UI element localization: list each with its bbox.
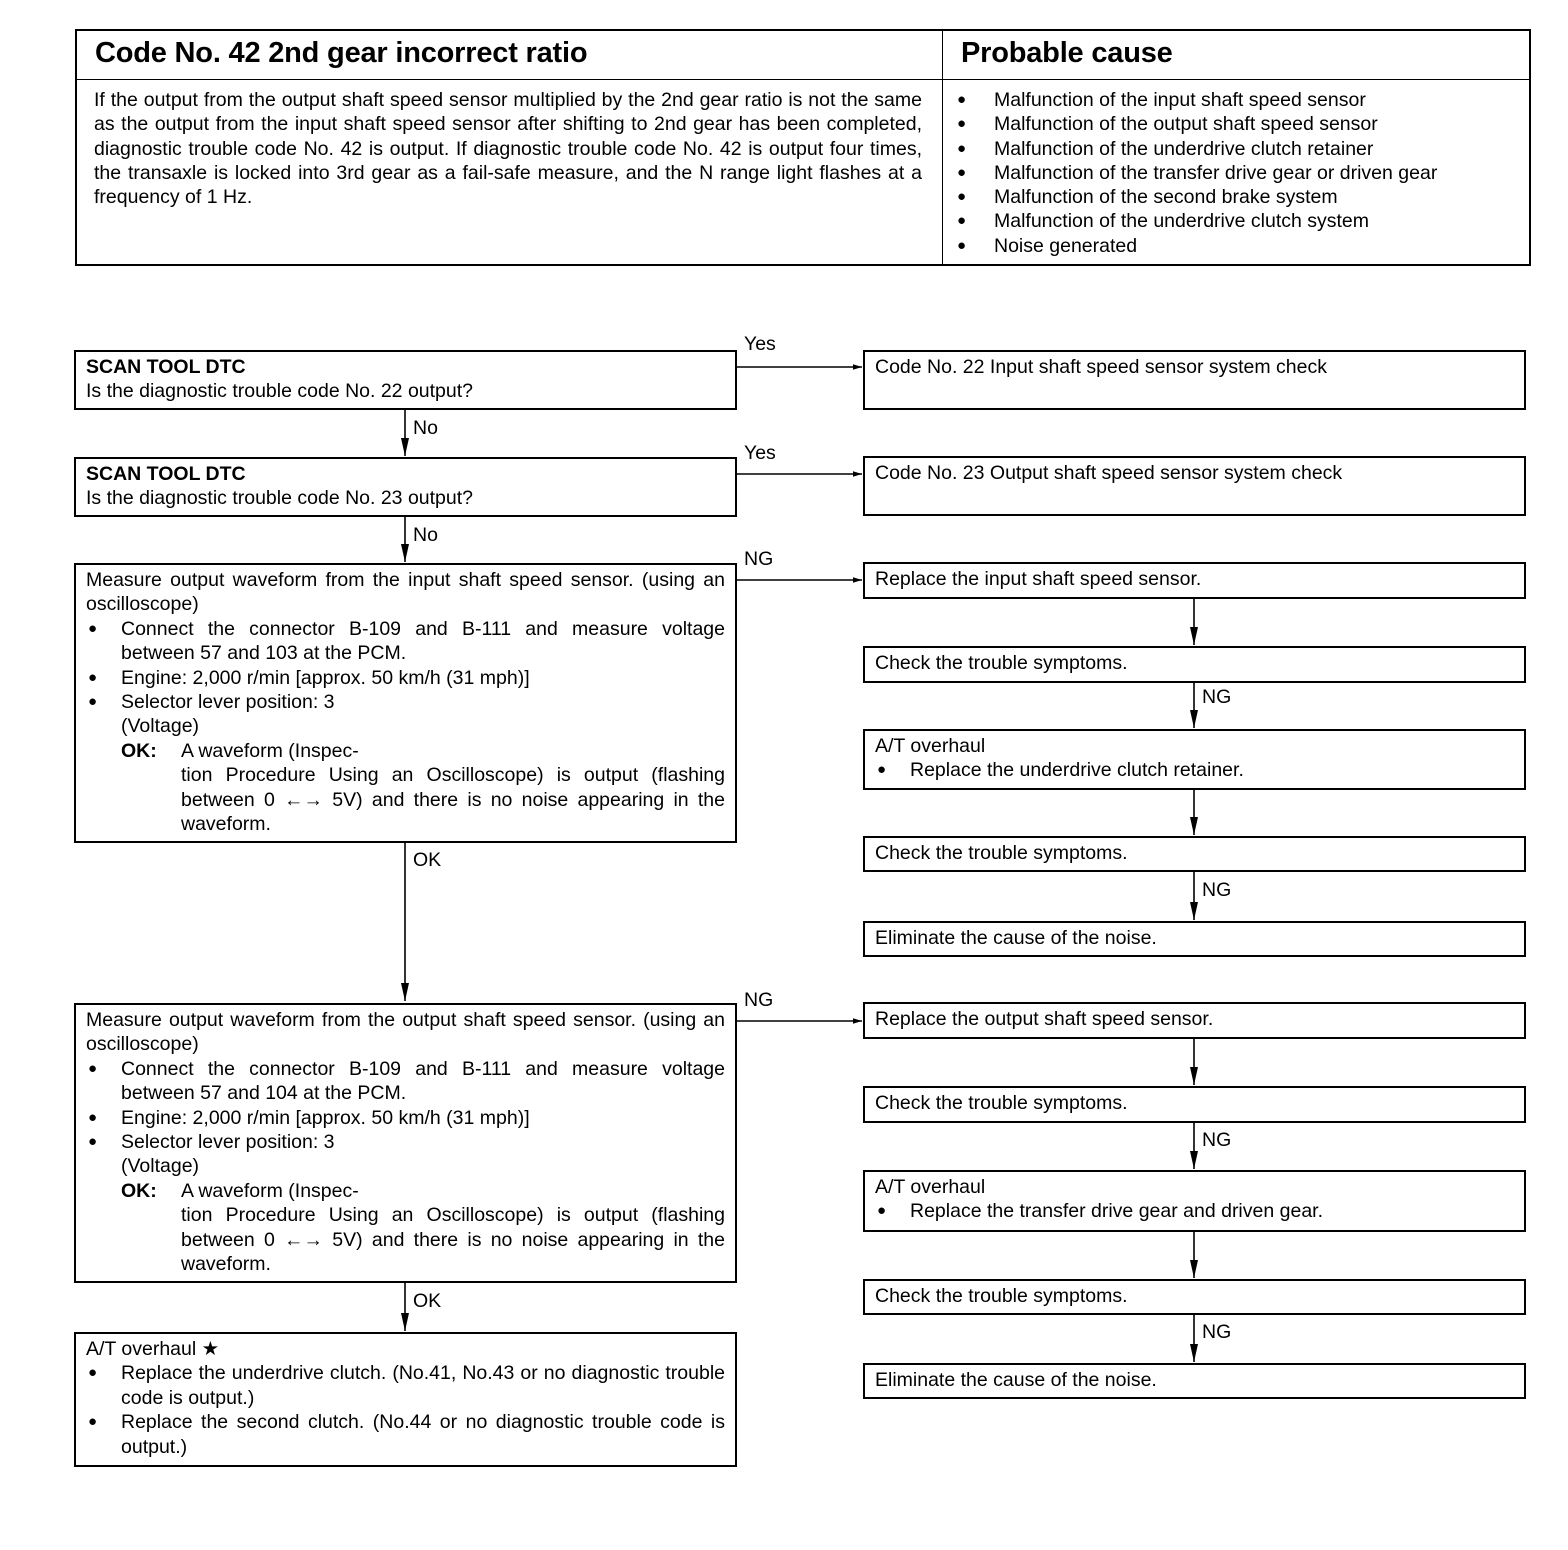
step-3-voltage: (Voltage) [121, 715, 200, 738]
chain1-overhaul-box [863, 729, 1526, 790]
probable-cause-item: ● Noise generated [957, 234, 1529, 258]
step-1-question: Is the diagnostic trouble code No. 22 output? [86, 380, 474, 403]
chain2-overhaul-box [863, 1170, 1526, 1232]
step-4-ok-text: tion Procedure Using an Oscilloscope) is output (flashing between 0 ←→ 5V) and there is no noise appearing in the waveform. [181, 1204, 725, 1276]
probable-cause-item: ● Malfunction of the input shaft speed sensor [957, 88, 1529, 112]
final-overhaul-box [74, 1332, 737, 1467]
chain2-step-text: Eliminate the cause of the noise. [875, 1369, 1157, 1391]
step-2-no-label: No [413, 524, 438, 546]
step-4-box [74, 1003, 737, 1283]
step-3-ok-text: tion Procedure Using an Oscilloscope) is output (flashing between 0 ←→ 5V) and there is no noise appearing in the waveform. [181, 764, 725, 836]
chain1-ng-label-1: NG [1202, 686, 1232, 708]
step-4-ok-label: OK [413, 1290, 442, 1312]
step-1-box [74, 350, 737, 410]
chain1-step-text: Check the trouble symptoms. [875, 652, 1128, 674]
step-3-condition: ● Selector lever position: 3 [86, 690, 725, 714]
step-4-condition: ● Engine: 2,000 r/min [approx. 50 km/h (31 mph)] [86, 1106, 725, 1130]
step-3-box [74, 563, 737, 843]
step-4-voltage: (Voltage) [121, 1155, 200, 1178]
chain1-step-text: Replace the input shaft speed sensor. [875, 568, 1202, 590]
probable-cause-item: ● Malfunction of the underdrive clutch system [957, 209, 1529, 233]
step-1-no-label: No [413, 417, 438, 439]
step-2-yes-label: Yes [744, 442, 776, 464]
chain2-eliminate-noise-box [863, 1363, 1526, 1399]
step-4-condition: ● Selector lever position: 3 [86, 1130, 725, 1154]
step-2-box [74, 457, 737, 517]
step-3-condition: ● Engine: 2,000 r/min [approx. 50 km/h (31 mph)] [86, 666, 725, 690]
step-1-yes-label: Yes [744, 333, 776, 355]
final-overhaul-action: ● Replace the second clutch. (No.44 or no diagnostic trouble code is output.) [86, 1410, 725, 1459]
chain2-step-text: Check the trouble symptoms. [875, 1092, 1128, 1114]
chain2-overhaul-action: ● Replace the transfer drive gear and driven gear. [875, 1199, 1514, 1223]
step-2-title: SCAN TOOL DTC [86, 463, 246, 485]
step-4-ok-line1: A waveform (Inspec- [181, 1179, 359, 1202]
step-4-intro: Measure output waveform from the output shaft speed sensor. (using an oscilloscope) [86, 1009, 725, 1056]
chain1-overhaul-action: ● Replace the underdrive clutch retainer. [875, 758, 1514, 782]
chain2-overhaul-title: A/T overhaul [875, 1176, 986, 1198]
final-overhaul-actions [86, 1361, 725, 1459]
chain2-step-text: Replace the output shaft speed sensor. [875, 1008, 1214, 1030]
chain2-ng-label-2: NG [1202, 1321, 1232, 1343]
ok-label: OK: [121, 1179, 157, 1202]
step-1-title: SCAN TOOL DTC [86, 356, 246, 378]
step-3-condition: ● Connect the connector B-109 and B-111 and measure voltage between 57 and 103 at the PCM. [86, 617, 725, 666]
chain1-step-text: Eliminate the cause of the noise. [875, 927, 1157, 949]
step-2-yes-result-box [863, 456, 1526, 516]
step-1-yes-result: Code No. 22 Input shaft speed sensor system check [875, 356, 1327, 378]
probable-cause-item: ● Malfunction of the output shaft speed sensor [957, 112, 1529, 136]
chain1-replace-input-sensor-box [863, 562, 1526, 599]
probable-cause-item: ● Malfunction of the second brake system [957, 185, 1529, 209]
chain2-check-symptoms-box-1 [863, 1086, 1526, 1123]
chain2-check-symptoms-box-2 [863, 1279, 1526, 1315]
chain1-check-symptoms-box-2 [863, 836, 1526, 872]
probable-cause-title: Probable cause [943, 31, 1529, 80]
chain2-ng-label-1: NG [1202, 1129, 1232, 1151]
step-4-conditions [86, 1057, 725, 1155]
step-3-ok-line1: A waveform (Inspec- [181, 739, 359, 762]
ok-label: OK: [121, 739, 157, 762]
step-2-yes-result: Code No. 23 Output shaft speed sensor system check [875, 462, 1343, 484]
chain2-step-text: Check the trouble symptoms. [875, 1285, 1128, 1307]
step-4-ok-criteria [86, 1179, 725, 1277]
probable-cause-item: ● Malfunction of the underdrive clutch retainer [957, 137, 1529, 161]
final-overhaul-title: A/T overhaul ★ [86, 1338, 220, 1360]
step-3-intro: Measure output waveform from the input shaft speed sensor. (using an oscilloscope) [86, 569, 725, 616]
step-4-ng-label: NG [744, 989, 774, 1011]
chain1-eliminate-noise-box [863, 921, 1526, 957]
step-2-question: Is the diagnostic trouble code No. 23 output? [86, 487, 474, 510]
code-title: Code No. 42 2nd gear incorrect ratio [77, 31, 942, 80]
chain1-check-symptoms-box-1 [863, 646, 1526, 683]
step-3-ng-label: NG [744, 548, 774, 570]
probable-cause-item: ● Malfunction of the transfer drive gear or driven gear [957, 161, 1529, 185]
chain1-ng-label-2: NG [1202, 879, 1232, 901]
code-description: If the output from the output shaft speed sensor multiplied by the 2nd gear ratio is not the same as the output from the input shaft speed sensor after shifting to 2nd gear has been completed, diagnostic trouble code No. 42 is output. If diagnostic trouble code No. 42 is output four times, the transaxle is locked into 3rd gear as a fail-safe measure, and the N range light flashes at a frequency of 1 Hz. [94, 89, 922, 209]
step-4-condition: ● Connect the connector B-109 and B-111 and measure voltage between 57 and 104 at the PCM. [86, 1057, 725, 1106]
chain1-overhaul-title: A/T overhaul [875, 735, 986, 757]
chain1-step-text: Check the trouble symptoms. [875, 842, 1128, 864]
chain2-replace-output-sensor-box [863, 1002, 1526, 1039]
step-1-yes-result-box [863, 350, 1526, 410]
final-overhaul-action: ● Replace the underdrive clutch. (No.41, No.43 or no diagnostic trouble code is output.) [86, 1361, 725, 1410]
step-3-ok-label: OK [413, 849, 442, 871]
step-3-conditions [86, 617, 725, 715]
step-3-ok-criteria [86, 739, 725, 837]
